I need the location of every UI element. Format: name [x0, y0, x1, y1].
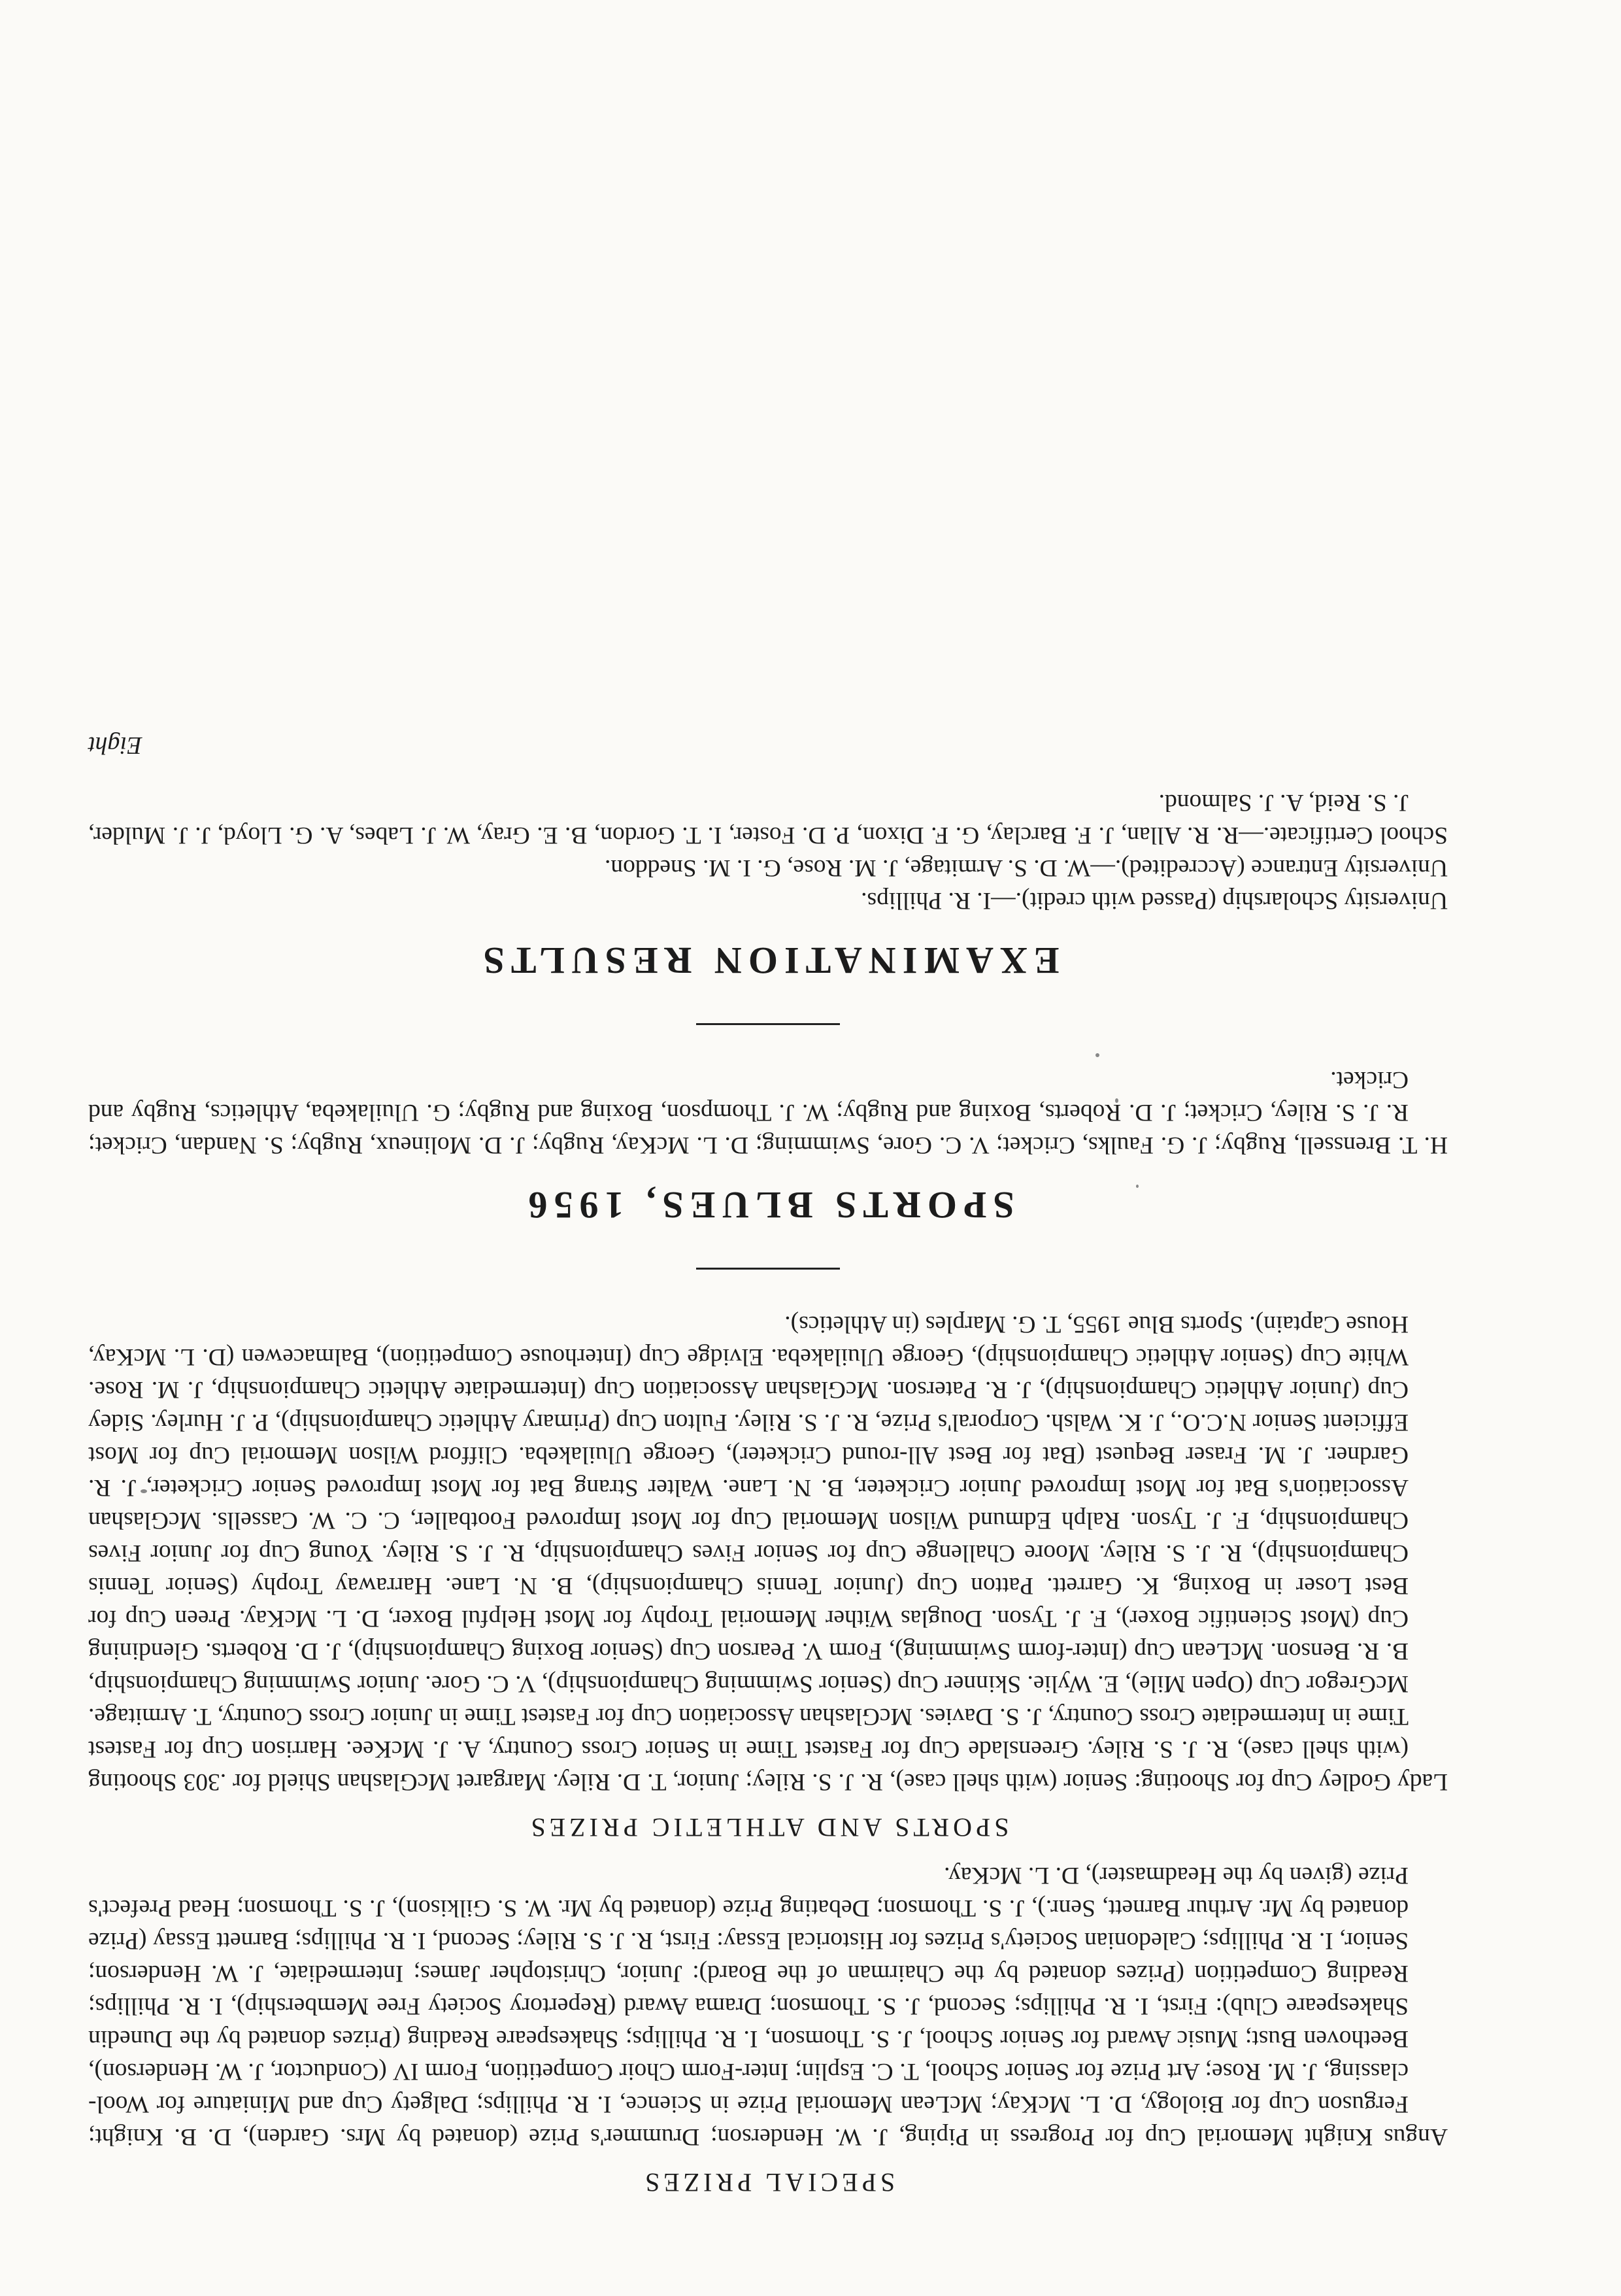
sports-blues-text: H. T. Brenssell, Rugby; J. G. Faulks, Cricket; V. C. Gore, Swimming; D. L. McKay, Rugby; J. D. Molineux, Rugby; S. Nandan, Cricket; R. J. S. Riley, Cricket; J. D. Roberts, Boxing and Rugby; W. J. Thompson, Boxing and Rugby; G. Uluilakeba, Athletics, Rugby and Cricket.	[88, 1066, 1448, 1158]
exam-university-entrance: University Entrance (Accredited).—W. D. S. Armitage, J. M. Rose, G. I. M. Sneddon.	[604, 854, 1448, 881]
examination-results-section	[88, 786, 1448, 983]
page-number: Eight	[88, 732, 142, 759]
sports-athletic-prizes-section	[88, 1308, 1448, 1843]
divider-rule	[696, 1268, 840, 1270]
page-content	[88, 731, 1448, 2198]
exam-school-certificate: School Certificate.—R. R. Allan, J. F. Barclay, G. F. Dixon, P. D. Foster, I. T. Gordon, B. E. Gray, W. J. Labes, A. G. Lloyd, J. J. Mulder, J. S. Reid, A. J. Salmond.	[88, 789, 1448, 849]
spacer	[88, 1843, 1448, 1859]
special-prizes-text: Angus Knight Memorial Cup for Progress in Piping, J. W. Henderson; Drummer's Prize (donated by Mrs. Garden), D. B. Knight; Ferguson Cup for Biology, D. L. McKay; McLean Memorial Prize in Science, I. R. Phillips; Dalgety Cup and Miniature for Wool-classing, J. M. Rose; Art Prize for Senior School, T. C. Esplin; Inter-Form Choir Competition, Form IV (Conductor, J. W. Henderson), Beethoven Bust; Music Award for Senior School, J. S. Thomson, I. R. Phillips; Shakespeare Reading (Prizes donated by the Dunedin Shakespeare Club): First, I. R. Phillips; Second, J. S. Thomson; Drama Award (Repertory Society Free Membership), I. R. Phillips; Reading Competition (Prizes donated by the Chairman of the Board): Junior, Christopher James; Intermediate, J. W. Henderson; Senior, I. R. Phillips; Caledonian Society's Prizes for Historical Essay: First, R. J. S. Riley; Second, I. R. Phillips; Barnett Essay (Prize donated by Mr. Arthur Barnett, Senr.), J. S. Thomson; Debating Prize (donated by Mr. W. S. Gilkison), J. S. Thomson; Head Prefect's Prize (given by the Headmaster), D. L. McKay.	[88, 1862, 1448, 2150]
exam-university-scholarship: University Scholarship (Passed with credit).—I. R. Phillips.	[861, 887, 1448, 914]
sports-athletic-prizes-text: Lady Godley Cup for Shooting: Senior (with shell case), R. J. S. Riley; Junior, T. D. Riley. Margaret McGlashan Shield for .303 Shooting (with shell case), R. J. S. Riley. Greenslade Cup for Fastest Time in Senior Cross Country, A. J. McKee. Harrison Cup for Fastest Time in Intermediate Cross Country, J. S. Davies. McGlashan Association Cup for Fastest Time in Junior Cross Country, T. Armitage. McGregor Cup (Open Mile), E. Wylie. Skinner Cup (Senior Swimming Championship), V. C. Gore. Junior Swimming Championship, B. R. Benson. McLean Cup (Inter-form Swimming), Form V. Pearson Cup (Senior Boxing Championship), J. D. Roberts. Glendining Cup (Most Scientific Boxer), F. J. Tyson. Douglas Wither Memorial Trophy for Most Helpful Boxer, D. L. McKay. Preen Cup for Best Loser in Boxing, K. Garrett. Patton Cup (Junior Tennis Championship), B. N. Lane. Harraway Trophy (Senior Tennis Championship), R. J. S. Riley. Moore Challenge Cup for Senior Fives Championship, R. J. S. Riley. Young Cup for Junior Fives Championship, F. J. Tyson. Ralph Edmund Wilson Memorial Cup for Most Improved Footballer, C. C. W. Cassells. McGlashan Association's Bat for Most Improved Junior Cricketer, B. N. Lane. Walter Strang Bat for Most Improved Senior Cricketer, J. R. Gardner. J. M. Fraser Bequest (Bat for Best All-round Cricketer), George Uluilakeba. Clifford Wilson Memorial Cup for Most Efficient Senior N.C.O., J. K. Walsh. Corporal's Prize, R. J. S. Riley. Fulton Cup (Primary Athletic Championship), P. J. Hurley. Sidey Cup (Junior Athletic Championship), J. R. Paterson. McGlashan Association Cup (Intermediate Athletic Championship, J. M. Rose. White Cup (Senior Athletic Championship), George Uluilakeba. Elvidge Cup (Interhouse Competition), Balmacewen (D. L. McKay, House Captain). Sports Blue 1955, T. G. Marples (in Athletics).	[88, 1311, 1448, 1795]
divider-rule	[696, 1023, 840, 1025]
special-prizes-section	[88, 1859, 1448, 2198]
section-heading-sports-athletic-prizes: SPORTS AND ATHLETIC PRIZES	[527, 1813, 1009, 1842]
sports-blues-section	[88, 1063, 1448, 1227]
section-heading-special-prizes: SPECIAL PRIZES	[641, 2168, 895, 2197]
section-heading-sports-blues: SPORTS BLUES, 1956	[522, 1184, 1014, 1226]
section-heading-examination-results: EXAMINATION RESULTS	[476, 939, 1060, 982]
